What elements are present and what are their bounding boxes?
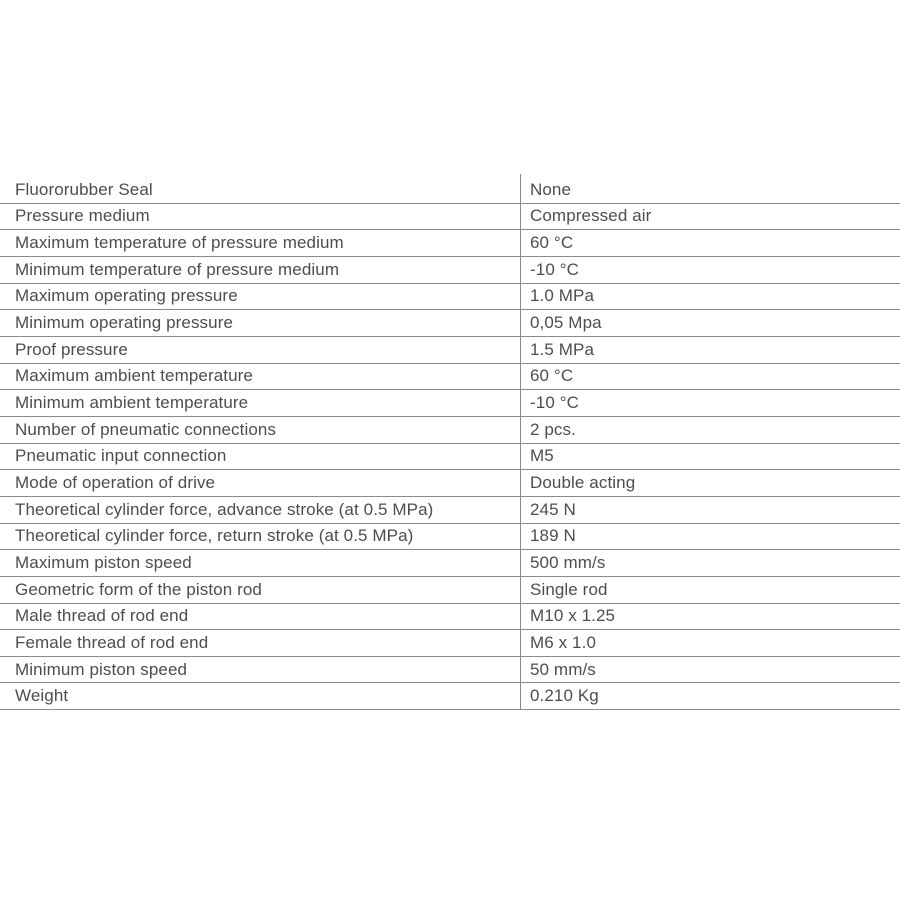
- spec-value-cell: 500 mm/s: [520, 550, 900, 576]
- spec-value-cell: M10 x 1.25: [520, 604, 900, 630]
- table-row: [0, 390, 900, 417]
- spec-value-cell: 245 N: [520, 497, 900, 523]
- spec-value-cell: 0,05 Mpa: [520, 310, 900, 336]
- table-row: [0, 417, 900, 444]
- spec-value-cell: M5: [520, 444, 900, 470]
- spec-label-cell: Fluororubber Seal: [15, 179, 153, 199]
- spec-value-cell: None: [520, 177, 900, 203]
- table-row: [0, 604, 900, 631]
- specifications-table: [0, 177, 900, 710]
- table-row: [0, 577, 900, 604]
- spec-value-cell: Single rod: [520, 577, 900, 603]
- spec-value-cell: 50 mm/s: [520, 657, 900, 683]
- table-row: [0, 470, 900, 497]
- table-row: [0, 550, 900, 577]
- spec-label-cell: Theoretical cylinder force, advance stroke (at 0.5 MPa): [15, 499, 434, 519]
- table-row: [0, 257, 900, 284]
- spec-label-cell: Minimum operating pressure: [15, 313, 234, 333]
- spec-value-cell: 1.5 MPa: [520, 337, 900, 363]
- spec-value-cell: 2 pcs.: [520, 417, 900, 443]
- spec-label-cell: Maximum ambient temperature: [15, 366, 253, 386]
- table-row: [0, 364, 900, 391]
- spec-label-cell: Pneumatic input connection: [15, 446, 227, 466]
- table-row: [0, 204, 900, 231]
- table-row: [0, 497, 900, 524]
- spec-label-cell: Minimum piston speed: [15, 659, 188, 679]
- table-row: [0, 337, 900, 364]
- spec-label-cell: Maximum temperature of pressure medium: [15, 233, 344, 253]
- table-row: [0, 230, 900, 257]
- spec-label-cell: Mode of operation of drive: [15, 473, 216, 493]
- spec-label-cell: Theoretical cylinder force, return stroke (at 0.5 MPa): [15, 526, 414, 546]
- spec-value-cell: M6 x 1.0: [520, 630, 900, 656]
- spec-value-cell: 189 N: [520, 524, 900, 550]
- spec-value-cell: Compressed air: [520, 204, 900, 230]
- spec-value-cell: Double acting: [520, 470, 900, 496]
- table-row: [0, 524, 900, 551]
- spec-label-cell: Number of pneumatic connections: [15, 419, 277, 439]
- table-row: [0, 177, 900, 204]
- table-row: [0, 657, 900, 684]
- table-row: [0, 310, 900, 337]
- spec-label-cell: Minimum temperature of pressure medium: [15, 259, 340, 279]
- spec-value-cell: 60 °C: [520, 230, 900, 256]
- spec-value-cell: 60 °C: [520, 364, 900, 390]
- spec-value-cell: -10 °C: [520, 390, 900, 416]
- table-row: [0, 630, 900, 657]
- spec-label-cell: Maximum operating pressure: [15, 286, 238, 306]
- spec-label-cell: Proof pressure: [15, 339, 128, 359]
- table-row: [0, 683, 900, 710]
- table-row: [0, 284, 900, 311]
- spec-value-cell: -10 °C: [520, 257, 900, 283]
- spec-label-cell: Female thread of rod end: [15, 632, 209, 652]
- spec-label-cell: Minimum ambient temperature: [15, 393, 249, 413]
- spec-value-cell: 0.210 Kg: [520, 683, 900, 709]
- spec-label-cell: Weight: [15, 686, 69, 706]
- spec-label-cell: Geometric form of the piston rod: [15, 579, 262, 599]
- spec-label-cell: Pressure medium: [15, 206, 150, 226]
- spec-label-cell: Maximum piston speed: [15, 553, 192, 573]
- table-row: [0, 444, 900, 471]
- spec-label-cell: Male thread of rod end: [15, 606, 189, 626]
- spec-value-cell: 1.0 MPa: [520, 284, 900, 310]
